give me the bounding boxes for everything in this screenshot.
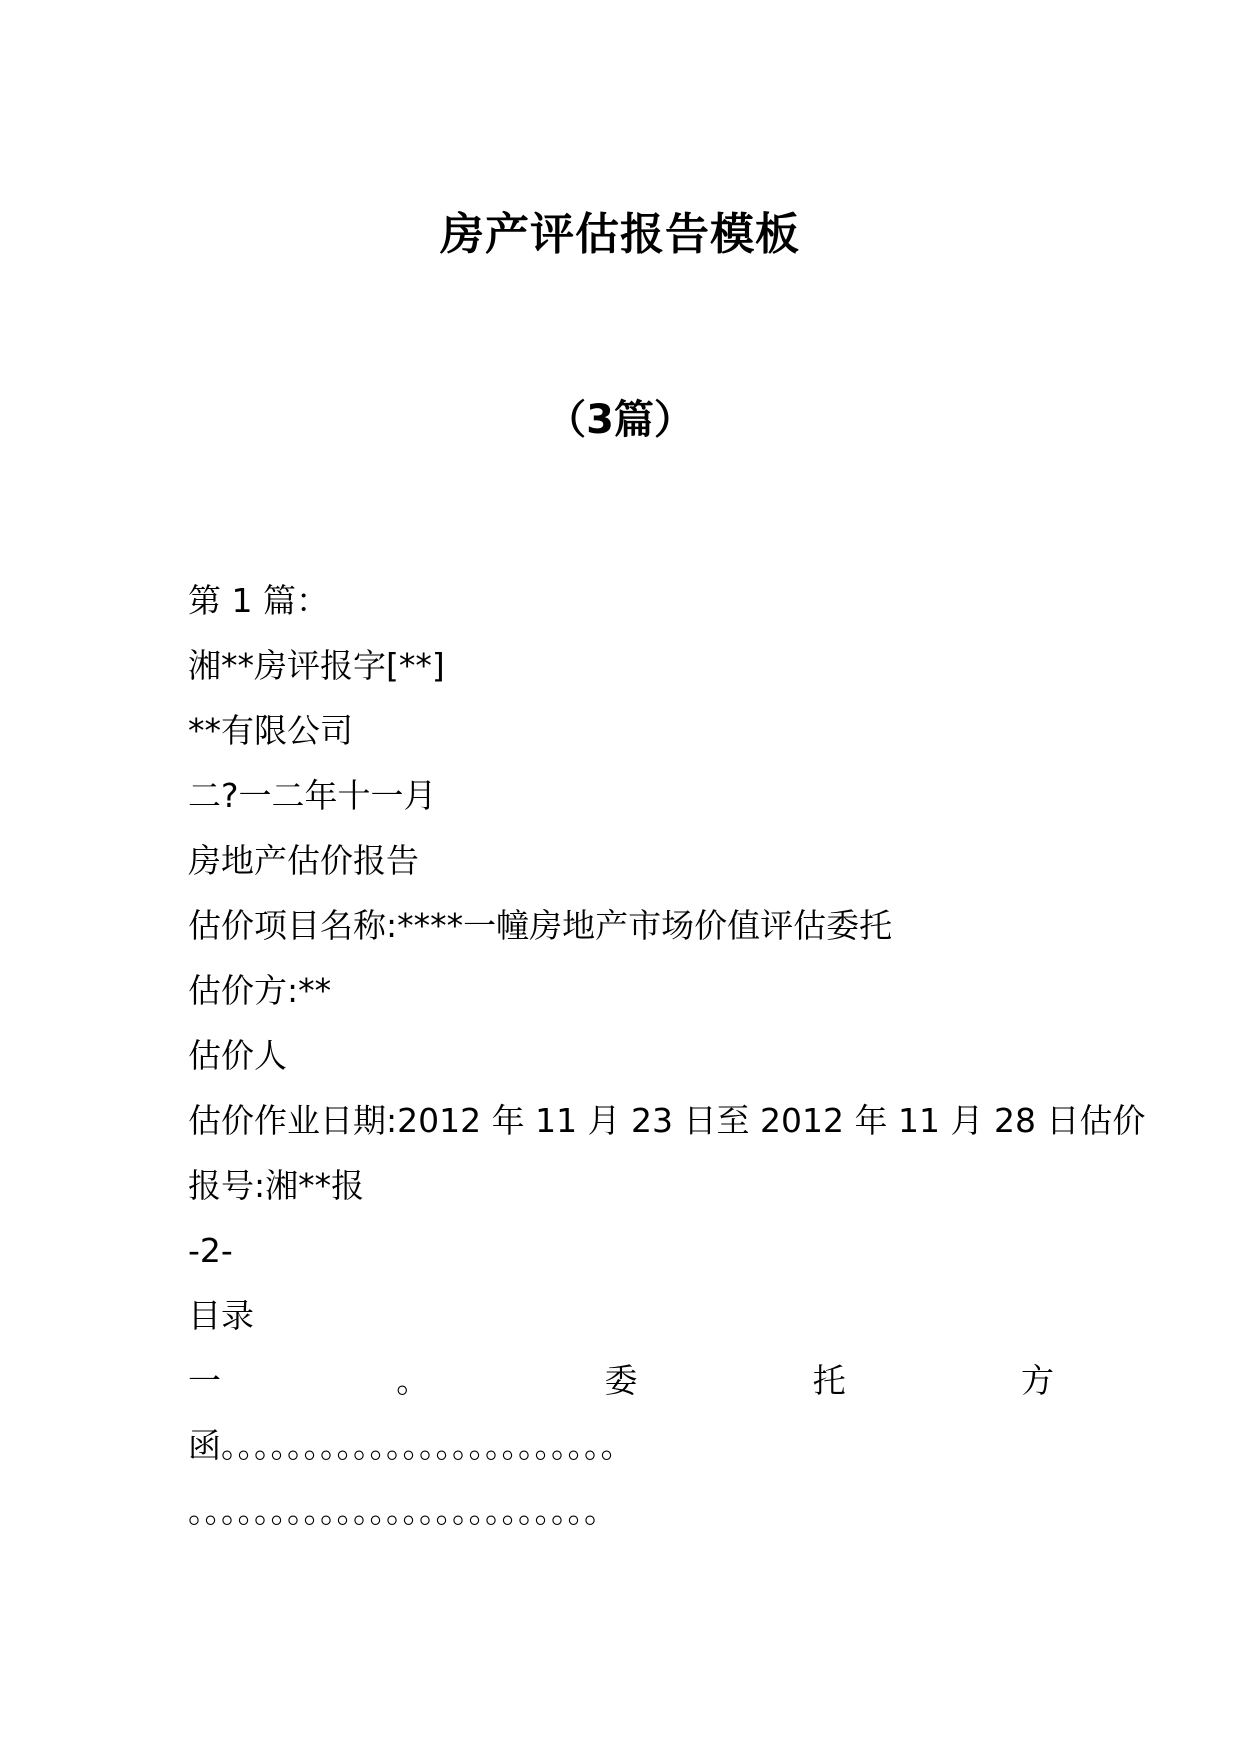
document-body <box>188 575 1146 1550</box>
toc-entry-dots: 函。。。。。。。。。。。。。。。。。。。。。。。。 <box>188 1426 634 1465</box>
toc-char: 托 <box>812 1361 846 1400</box>
toc-char: 方 <box>1021 1361 1054 1400</box>
toc-heading: 目录 <box>188 1296 254 1335</box>
toc-dots-line: 。。。。。。。。。。。。。。。。。。。。。。。。。 <box>188 1491 617 1530</box>
toc-char: 委 <box>604 1361 638 1400</box>
toc-char: 一 <box>188 1361 221 1400</box>
toc-entry-spread <box>188 1355 1054 1420</box>
appraiser-party: 估价方:** <box>188 971 332 1010</box>
document-subtitle: （3篇） <box>546 397 694 443</box>
toc-char: 。 <box>396 1361 430 1400</box>
document-title: 房产评估报告模板 <box>440 209 800 260</box>
company-name: **有限公司 <box>188 711 353 750</box>
appraiser: 估价人 <box>188 1036 287 1075</box>
project-name: 估价项目名称:****一幢房地产市场价值评估委托 <box>188 906 893 945</box>
report-number: 湘**房评报字[**] <box>188 646 445 685</box>
report-code: 报号:湘**报 <box>188 1166 365 1205</box>
work-dates: 估价作业日期:2012 年 11 月 23 日至 2012 年 11 月 28 日估价 <box>188 1101 1146 1140</box>
section-heading: 第 1 篇： <box>188 581 329 620</box>
report-date: 二?一二年十一月 <box>188 776 437 815</box>
report-type: 房地产估价报告 <box>188 841 419 880</box>
page-number: -2- <box>188 1231 233 1270</box>
